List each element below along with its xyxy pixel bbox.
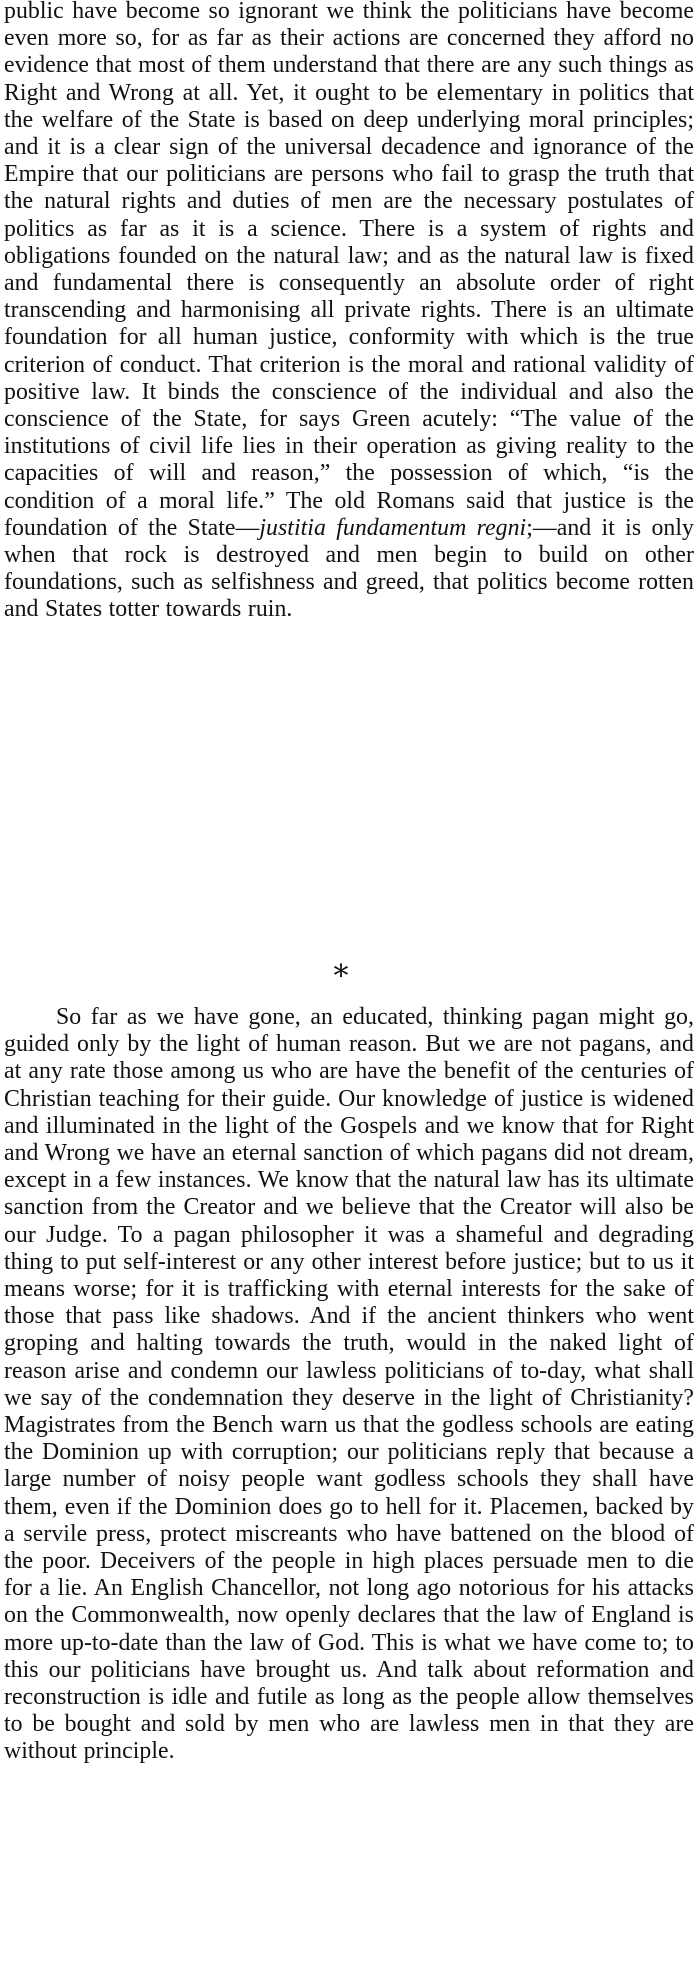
latin-phrase: justitia fundamentum regni xyxy=(259,514,527,541)
section-separator xyxy=(0,959,700,994)
paragraph-two xyxy=(4,1004,694,1766)
paragraph-one-text: public have become so ignorant we think the politicians have become even more so, for as far as their actions are concerned they afford no evidence that most of them understand that there are any such things as Right and Wrong at all. Yet, it ought to be elementary in politics that the welfare of the State is based on deep underlying moral principles; and it is a clear sign of the universal decadence and ignorance of the Empire that our politicians are persons who fail to grasp the truth that the natural rights and duties of men are the necessary postulates of politics as far as it is a science. There is a system of rights and obligations founded on the natural law; and as the natural law is fixed and fundamental there is consequently an absolute order of right transcending and harmonising all private rights. There is an ultimate foundation for all human justice, conformity with which is the true criterion of conduct. That criterion is the moral and rational validity of positive law. It binds the conscience of the individual and also the conscience of the State, for says Green acutely: “The value of the institutions of civil life lies in their operation as giving reality to the capacities of will and reason,” the possession of which, “is the condition of a moral life.” The old Romans said that justice is the foundation of the State— xyxy=(4,0,694,541)
paragraph-one-text-end: ;—and it is only when that rock is destroyed and men begin to build on other foundations, such as selfishness and greed, that politics become rotten and States totter towards ruin. xyxy=(4,514,694,623)
paragraph-one xyxy=(4,0,694,624)
paragraph-two-text: So far as we have gone, an educated, thinking pagan might go, guided only by the light of human reason. But we are not pagans, and at any rate those among us who are have the benefit of the centuries of Christian teaching for their guide. Our knowledge of justice is widened and illuminated in the light of the Gospels and we know that for Right and Wrong we have an eternal sanction of which pagans did not dream, except in a few instances. We know that the natural law has its ultimate sanction from the Creator and we believe that the Creator will also be our Judge. To a pagan philosopher it was a shameful and degrading thing to put self-interest or any other interest before justice; but to us it means worse; for it is trafficking with eternal interests for the sake of those that pass like shadows. And if the ancient thinkers who went groping and halting towards the truth, would in the naked light of reason arise and condemn our lawless politicians of to-day, what shall we say of the condemnation they deserve in the light of Christianity? Magistrates from the Bench warn us that the godless schools are eating the Dominion up with corruption; our politicians reply that because a large number of noisy people want godless schools they shall have them, even if the Dominion does go to hell for it. Placemen, backed by a servile press, protect miscreants who have battened on the blood of the poor. Deceivers of the people in high places persuade men to die for a lie. An English Chancellor, not long ago notorious for his attacks on the Commonwealth, now openly declares that the law of England is more up-to-date than the law of God. This is what we have come to; to this our politicians have brought us. And talk about reformation and reconstruction is idle and futile as long as the people allow themselves to be bought and sold by men who are lawless men in that they are without principle. xyxy=(4,1004,694,1765)
asterisk-separator: * xyxy=(333,959,349,994)
